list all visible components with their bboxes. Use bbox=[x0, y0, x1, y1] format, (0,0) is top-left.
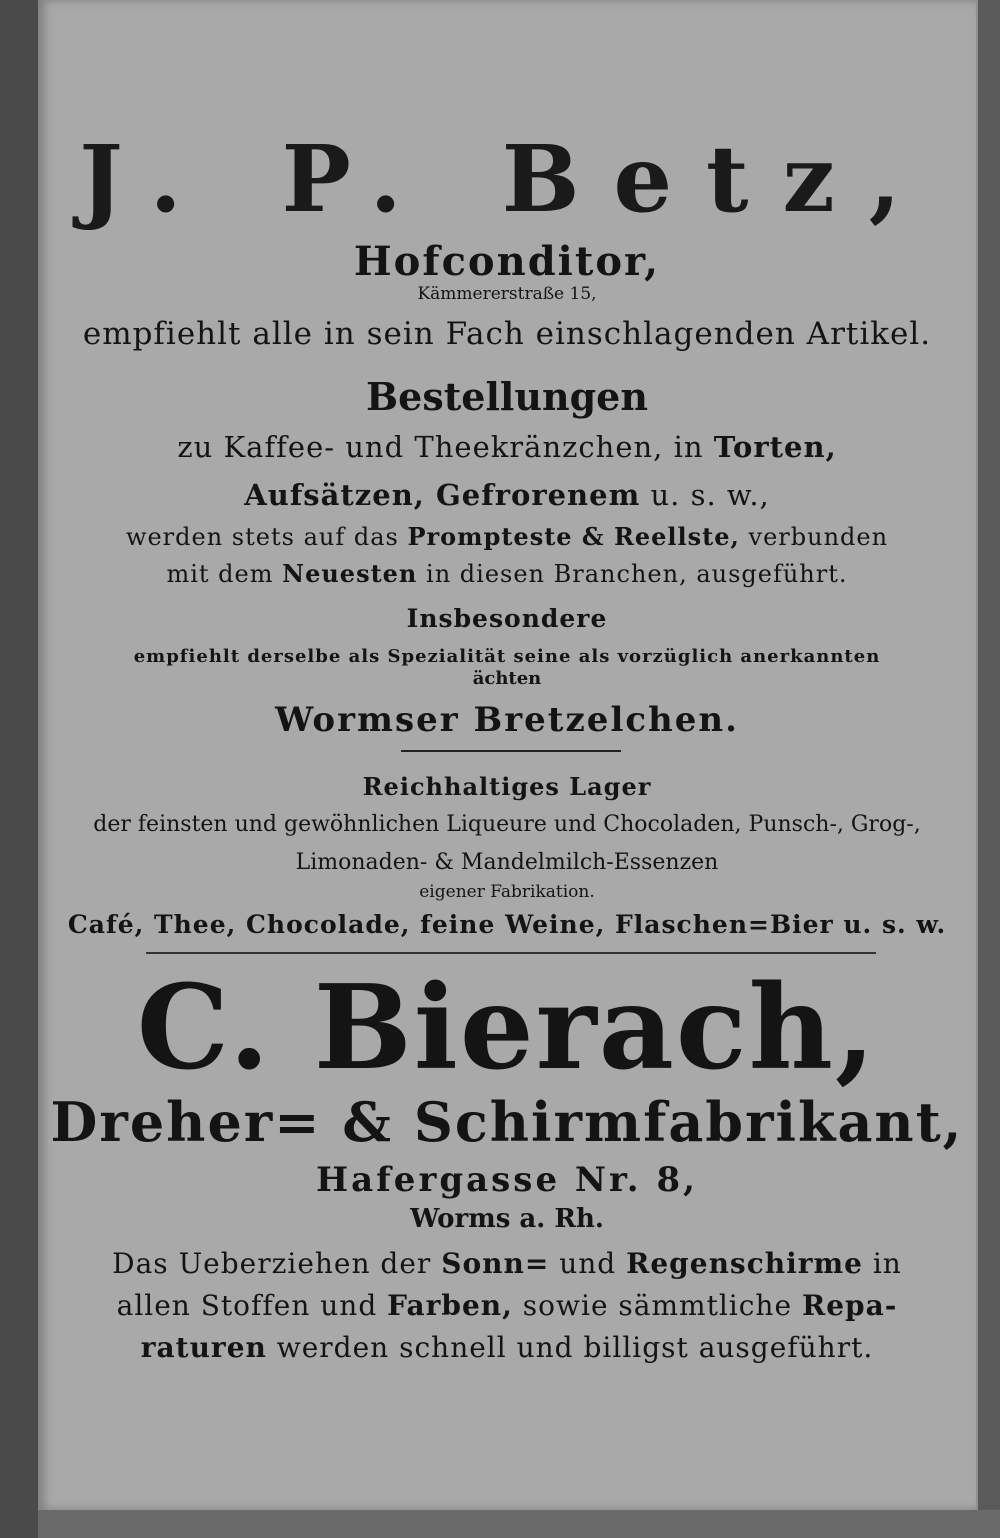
ad1-stock-line3: eigener Fabrikation. bbox=[419, 882, 595, 902]
ad2-p2-mid: sowie sämmtliche bbox=[512, 1289, 802, 1322]
ad2-p3-text: werden schnell und billigst ausgeführt. bbox=[266, 1331, 874, 1364]
book-gutter bbox=[0, 0, 38, 1538]
ad1-line2-bold: Aufsätzen, Gefrorenem bbox=[244, 478, 641, 512]
ad1-address: Kämmererstraße 15, bbox=[417, 284, 597, 304]
ad1-line3-text: werden stets auf das bbox=[125, 523, 408, 551]
ad1-line4-bold: Neuesten bbox=[282, 559, 418, 588]
ad2-p2-bold1: Farben, bbox=[387, 1289, 513, 1322]
ad1-title: Hofconditor, bbox=[353, 238, 661, 285]
ad1-line3 bbox=[38, 522, 976, 551]
ad1-line4 bbox=[38, 559, 976, 588]
ad1-line1 bbox=[38, 430, 976, 464]
ad1-special-line2: ächten bbox=[472, 668, 542, 689]
ad1-line4-text: mit dem bbox=[166, 560, 283, 588]
ad1-special-line1: empfiehlt derselbe als Spezialität seine als vorzüglich anerkannten bbox=[133, 646, 881, 667]
ad2-city: Worms a. Rh. bbox=[410, 1204, 604, 1234]
ad1-stock-line4: Café, Thee, Chocolade, feine Weine, Flaschen=Bier u. s. w. bbox=[67, 910, 947, 939]
ad1-intro: empfiehlt alle in sein Fach einschlagenden Artikel. bbox=[82, 316, 932, 352]
ad2-p2-text: allen Stoffen und bbox=[116, 1289, 388, 1322]
ad2-p2-bold2: Repa- bbox=[801, 1289, 898, 1322]
ad2-company-name: C. Bierach, bbox=[136, 960, 878, 1096]
ad1-stock-line1: der feinsten und gewöhnlichen Liqueure und Chocoladen, Punsch-, Grog-, bbox=[93, 812, 921, 837]
ad1-line4-end: in diesen Branchen, ausgeführt. bbox=[417, 560, 848, 588]
ad1-line1-text: zu Kaffee- und Theekränzchen, in bbox=[177, 430, 714, 464]
ad1-line3-bold: Prompteste & Reellste, bbox=[407, 522, 740, 551]
ad1-stock-line2: Limonaden- & Mandelmilch-Essenzen bbox=[295, 850, 719, 875]
ad1-company-name: J. P. Betz, bbox=[79, 125, 935, 233]
ad1-line1-bold: Torten, bbox=[713, 430, 837, 464]
ad1-line2 bbox=[38, 478, 976, 512]
ad2-p1-bold1: Sonn= bbox=[441, 1247, 550, 1280]
ad1-product: Wormser Bretzelchen. bbox=[275, 700, 739, 740]
ad2-p1-end: in bbox=[862, 1247, 902, 1280]
ad2-p3-bold: raturen bbox=[140, 1331, 267, 1364]
ad2-p1-bold2: Regenschirme bbox=[626, 1247, 863, 1280]
ad1-stock-heading: Reichhaltiges Lager bbox=[362, 772, 652, 801]
ad2-p1-text: Das Ueberziehen der bbox=[112, 1247, 442, 1280]
ad2-p1-mid: und bbox=[549, 1247, 627, 1280]
divider-short bbox=[401, 750, 621, 752]
page-edge-bottom bbox=[38, 1510, 1000, 1538]
ad1-line2-text: u. s. w., bbox=[640, 478, 770, 512]
ad2-para-line1 bbox=[38, 1247, 976, 1280]
ad2-trade: Dreher= & Schirmfabrikant, bbox=[50, 1090, 964, 1154]
divider-long bbox=[146, 952, 876, 954]
page bbox=[38, 0, 978, 1510]
ad1-heading: Bestellungen bbox=[366, 374, 648, 419]
ad2-address: Hafergasse Nr. 8, bbox=[316, 1160, 698, 1200]
ad2-para-line2 bbox=[38, 1289, 976, 1322]
ad2-para-line3 bbox=[38, 1331, 976, 1364]
ad1-special-heading: Insbesondere bbox=[406, 604, 608, 633]
ad1-line3-end: verbunden bbox=[739, 523, 889, 551]
